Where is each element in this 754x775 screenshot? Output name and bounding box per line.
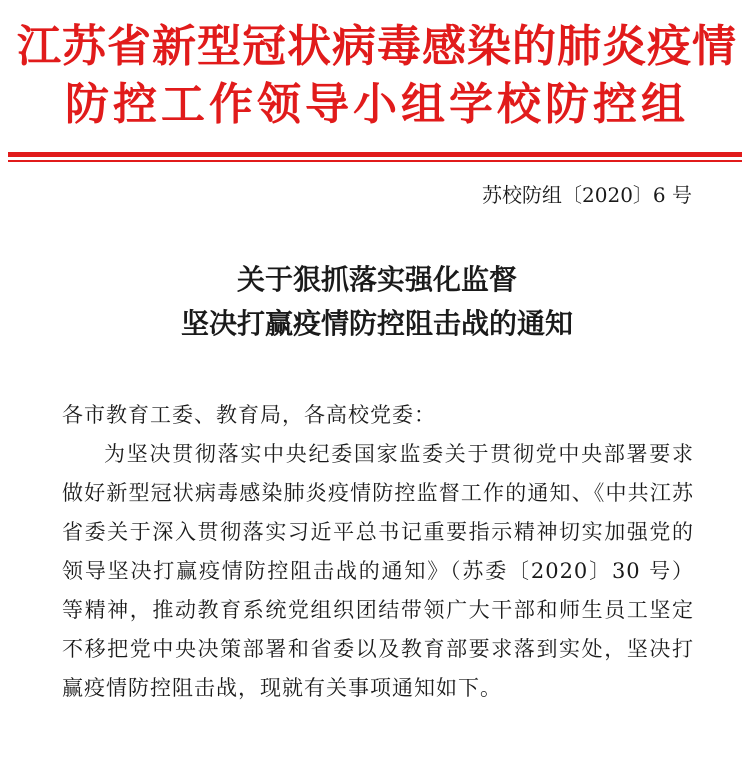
document-header: [0, 18, 754, 134]
document-number: 苏校防组〔2020〕6 号: [482, 183, 692, 207]
notice-title-line-2: 坚决打赢疫情防控阻击战的通知: [180, 307, 573, 340]
body-paragraph: 为坚决贯彻落实中央纪委国家监委关于贯彻党中央部署要求做好新型冠状病毒感染肺炎疫情防控监督工作的通知、《中共江苏省委关于深入贯彻落实习近平总书记重要指示精神切实加强党的领导坚决打赢疫情防控阻击战的通知》（苏委〔2020〕30 号）等精神，推动教育系统党组织团结带领广大干部和师生员工坚定不移把党中央决策部署和省委以及教育部要求落到实处，坚决打赢疫情防控阻击战，现就有关事项通知如下。: [62, 442, 694, 700]
header-divider-thick: [8, 152, 742, 157]
header-title-line-2: 防控工作领导小组学校防控组: [65, 79, 689, 130]
header-divider-thin: [8, 160, 742, 162]
notice-body: [62, 396, 694, 708]
addressee: 各市教育工委、教育局，各高校党委：: [62, 403, 436, 427]
notice-title: [0, 258, 754, 346]
header-title-line-1: 江苏省新型冠状病毒感染的肺炎疫情: [17, 21, 737, 72]
notice-title-line-1: 关于狠抓落实强化监督: [236, 263, 517, 296]
